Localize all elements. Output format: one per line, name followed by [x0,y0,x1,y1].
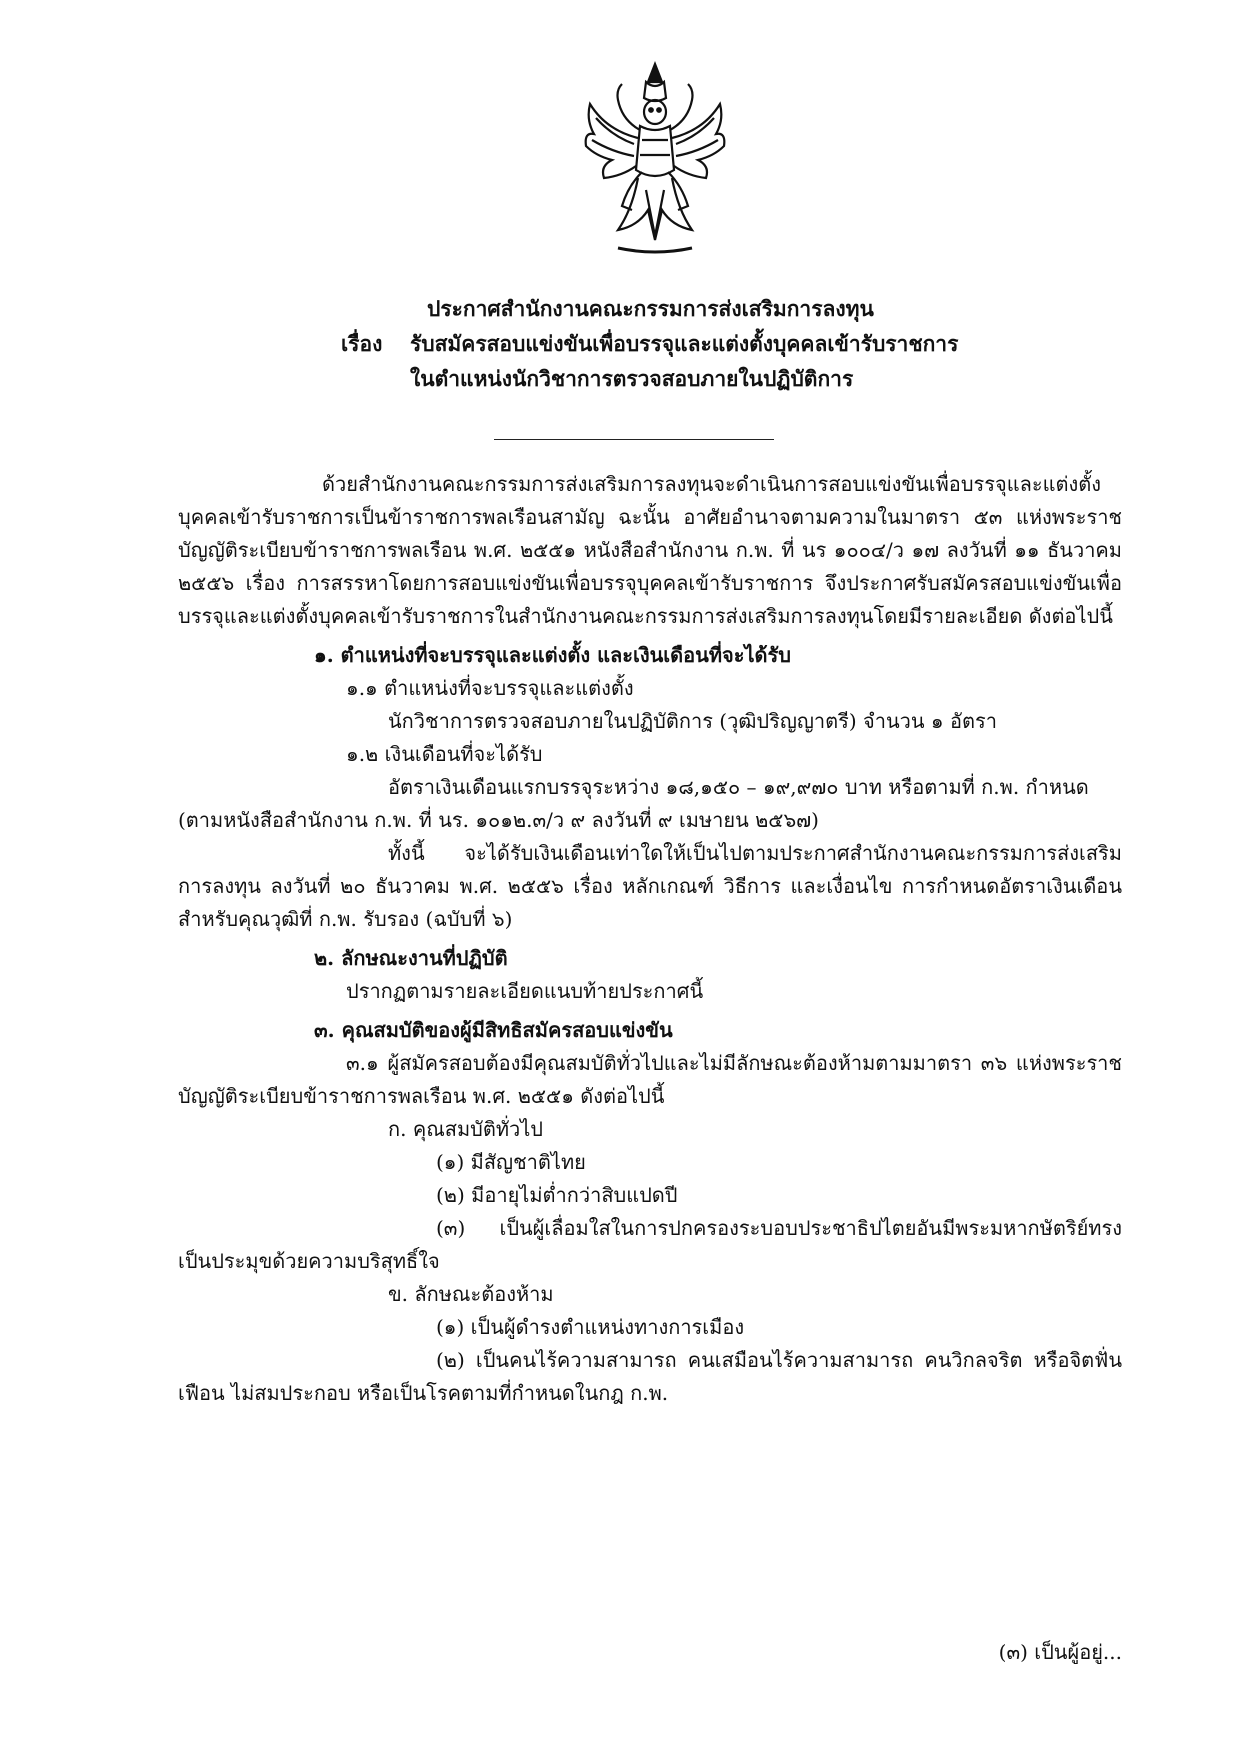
intro-paragraph: ด้วยสำนักงานคณะกรรมการส่งเสริมการลงทุนจะดำเนินการสอบแข่งขันเพื่อบรรจุและแต่งตั้งบุคคลเข้ารับราชการเป็นข้าราชการพลเรือนสามัญ ฉะนั้น อาศัยอำนาจตามความในมาตรา ๕๓ แห่งพระราชบัญญัติระเบียบข้าราชการพลเรือน พ.ศ. ๒๕๕๑ หนังสือสำนักงาน ก.พ. ที่ นร ๑๐๐๔/ว ๑๗ ลงวันที่ ๑๑ ธันวาคม ๒๕๕๖ เรื่อง การสรรหาโดยการสอบแข่งขันเพื่อบรรจุบุคคลเข้ารับราชการ จึงประกาศรับสมัครสอบแข่งขันเพื่อบรรจุและแต่งตั้งบุคคลเข้ารับราชการในสำนักงานคณะกรรมการส่งเสริมการลงทุนโดยมีรายละเอียด ดังต่อไปนี้ [178,472,1122,628]
title-divider [494,439,774,440]
prohibition-1: (๑) เป็นผู้ดำรงตำแหน่งทางการเมือง [436,1315,745,1339]
garuda-emblem-icon [582,60,728,260]
section-3-1-text: ๓.๑ ผู้สมัครสอบต้องมีคุณสมบัติทั่วไปและไม่มีลักษณะต้องห้ามตามมาตรา ๓๖ แห่งพระราชบัญญัติระเบียบข้าราชการพลเรือน พ.ศ. ๒๕๕๑ ดังต่อไปนี้ [178,1051,1122,1108]
prohibition-2: (๒) เป็นคนไร้ความสามารถ คนเสมือนไร้ความสามารถ คนวิกลจริต หรือจิตฟั่นเฟือน ไม่สมประกอบ หรือเป็นโรคตามที่กำหนดในกฎ ก.พ. [178,1348,1122,1405]
section-2-heading: ๒. ลักษณะงานที่ปฏิบัติ [314,946,508,970]
subject-line-1: รับสมัครสอบแข่งขันเพื่อบรรจุและแต่งตั้งบุคคลเข้ารับราชการ [410,331,959,356]
qualification-2: (๒) มีอายุไม่ต่ำกว่าสิบแปดปี [436,1183,678,1207]
section-1-1-heading: ๑.๑ ตำแหน่งที่จะบรรจุและแต่งตั้ง [346,676,634,700]
section-1-2-heading: ๑.๒ เงินเดือนที่จะได้รับ [346,742,543,766]
section-3-heading: ๓. คุณสมบัติของผู้มีสิทธิสมัครสอบแข่งขัน [314,1018,673,1042]
section-1-heading: ๑. ตำแหน่งที่จะบรรจุและแต่งตั้ง และเงินเดือนที่จะได้รับ [314,643,791,667]
qualification-3: (๓) เป็นผู้เลื่อมใสในการปกครองระบอบประชาธิปไตยอันมีพระมหากษัตริย์ทรงเป็นประมุขด้วยความบริสุทธิ์ใจ [178,1216,1122,1273]
section-1-2-text: อัตราเงินเดือนแรกบรรจุระหว่าง ๑๘,๑๕๐ – ๑๙,๙๗๐ บาท หรือตามที่ ก.พ. กำหนด [388,775,1089,799]
section-1-2-reference: (ตามหนังสือสำนักงาน ก.พ. ที่ นร. ๑๐๑๒.๓/ว ๙ ลงวันที่ ๙ เมษายน ๒๕๖๗) [178,808,819,832]
section-1-1-text: นักวิชาการตรวจสอบภายในปฏิบัติการ (วุฒิปริญญาตรี) จำนวน ๑ อัตรา [388,709,997,733]
section-2-text: ปรากฏตามรายละเอียดแนบท้ายประกาศนี้ [346,979,704,1003]
document-body [178,468,1122,1410]
title-line-1: ประกาศสำนักงานคณะกรรมการส่งเสริมการลงทุน [427,296,874,321]
qualification-1: (๑) มีสัญชาติไทย [436,1150,586,1174]
page-continuation: (๓) เป็นผู้อยู่... [998,1640,1122,1664]
prohibitions-heading: ข. ลักษณะต้องห้าม [388,1282,554,1306]
subject-label: เรื่อง [341,331,383,356]
garuda-emblem-icon [582,60,728,260]
section-1-2-note: ทั้งนี้ จะได้รับเงินเดือนเท่าใดให้เป็นไปตามประกาศสำนักงานคณะกรรมการส่งเสริมการลงทุน ลงวันที่ ๒๐ ธันวาคม พ.ศ. ๒๕๕๖ เรื่อง หลักเกณฑ์ วิธีการ และเงื่อนไข การกำหนดอัตราเงินเดือนสำหรับคุณวุฒิที่ ก.พ. รับรอง (ฉบับที่ ๖) [178,841,1122,931]
subject-line-2: ในตำแหน่งนักวิชาการตรวจสอบภายในปฏิบัติการ [410,366,854,391]
qualifications-heading: ก. คุณสมบัติทั่วไป [388,1117,543,1141]
